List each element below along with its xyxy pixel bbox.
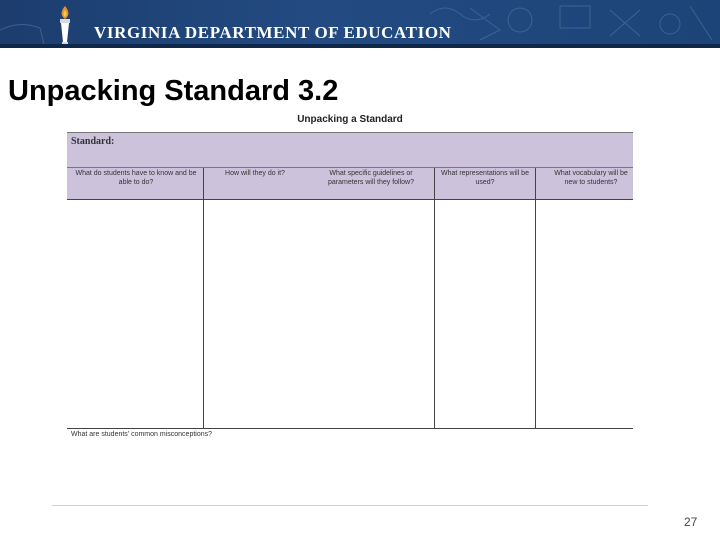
standard-row: [67, 132, 633, 168]
worksheet-title: Unpacking a Standard: [297, 114, 403, 125]
slide-title: Unpacking Standard 3.2: [8, 75, 339, 107]
column-header-guidelines: What specific guidelines or parameters will they follow?: [328, 170, 414, 186]
column-divider: [203, 168, 204, 429]
misconceptions-label: What are students' common misconceptions?: [71, 431, 213, 438]
column-divider: [535, 168, 536, 429]
torch-logo-icon: [52, 4, 78, 46]
column-header-how: How will they do it?: [225, 170, 285, 177]
column-divider: [434, 168, 435, 429]
banner-strip: [0, 44, 720, 48]
page-number: 27: [684, 515, 698, 529]
header-banner: [0, 0, 720, 48]
column-header-representations: What representations will be used?: [441, 170, 529, 186]
standard-label: Standard:: [71, 136, 115, 147]
column-header-vocabulary: What vocabulary will be new to students?: [554, 170, 628, 186]
banner-title: VIRGINIA DEPARTMENT OF EDUCATION: [94, 23, 452, 42]
table-bottom-border: [67, 428, 633, 429]
worksheet-table: [67, 132, 633, 438]
column-header-row: [67, 168, 633, 200]
footer-divider: [52, 505, 648, 506]
column-header-know: What do students have to know and be able to do?: [75, 170, 197, 186]
